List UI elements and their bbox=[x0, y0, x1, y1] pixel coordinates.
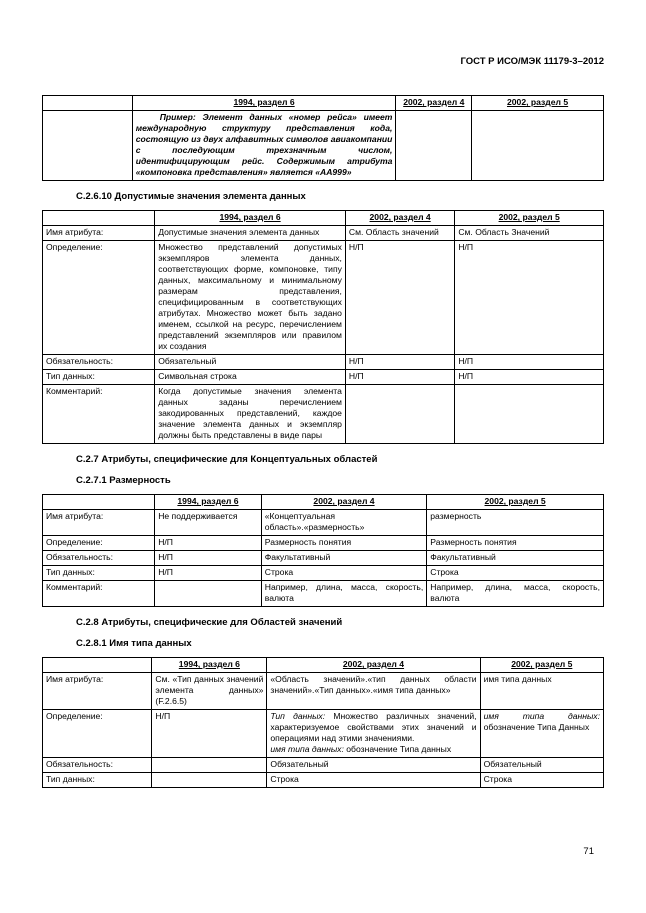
column-header bbox=[427, 495, 604, 510]
table-row bbox=[43, 355, 604, 370]
row-label-cell: Определение: bbox=[43, 536, 155, 551]
row-label-cell: Имя атрибута: bbox=[43, 510, 155, 536]
column-header bbox=[152, 658, 267, 673]
table-row bbox=[43, 111, 604, 181]
column-header-label: 2002, раздел 5 bbox=[506, 97, 569, 107]
column-header-label: 2002, раздел 5 bbox=[511, 659, 573, 669]
table-cell bbox=[472, 111, 604, 181]
row-label-cell: Имя атрибута: bbox=[43, 673, 152, 710]
row-label-cell: Тип данных: bbox=[43, 566, 155, 581]
heading-c2-8-1: С.2.8.1 Имя типа данных bbox=[76, 638, 192, 649]
table-row bbox=[43, 673, 604, 710]
row-label-cell bbox=[43, 111, 133, 181]
table-cell: Н/П bbox=[345, 370, 454, 385]
table-cell: размерность bbox=[427, 510, 604, 536]
table-cell: Факультативный bbox=[427, 551, 604, 566]
continuation-example-table bbox=[42, 95, 604, 181]
column-header-label: 2002, раздел 5 bbox=[484, 496, 546, 506]
table-cell: Строка bbox=[480, 773, 603, 788]
table-header-row bbox=[43, 495, 604, 510]
column-header-label: 1994, раздел 6 bbox=[233, 97, 295, 107]
table-cell bbox=[155, 581, 262, 607]
row-label-cell: Комментарий: bbox=[43, 581, 155, 607]
column-header-empty bbox=[43, 211, 155, 226]
table-cell: имя типа данных bbox=[480, 673, 603, 710]
table-row bbox=[43, 241, 604, 355]
table-cell bbox=[455, 385, 604, 444]
table-c2-7-1 bbox=[42, 494, 604, 607]
heading-c2-7-1: С.2.7.1 Размерность bbox=[76, 475, 171, 486]
table-cell: Допустимые значения элемента данных bbox=[155, 226, 346, 241]
table-row bbox=[43, 370, 604, 385]
table-cell: Н/П bbox=[155, 551, 262, 566]
table-row bbox=[43, 551, 604, 566]
column-header-label: 1994, раздел 6 bbox=[219, 212, 281, 222]
column-header bbox=[396, 96, 472, 111]
table-cell: Строка bbox=[261, 566, 426, 581]
table-cell: Н/П bbox=[345, 355, 454, 370]
table-c2-7-1-razmernost bbox=[42, 494, 604, 607]
table-c2-8-1-imya-tipa-dannyh bbox=[42, 657, 604, 788]
table-cell: Обязательный bbox=[155, 355, 346, 370]
heading-c2-6-10: С.2.6.10 Допустимые значения элемента данных bbox=[76, 191, 306, 202]
column-header-label: 2002, раздел 4 bbox=[313, 496, 375, 506]
table-cell: Н/П bbox=[155, 566, 262, 581]
table-cell: Н/П bbox=[345, 241, 454, 355]
text-segment: имя типа данных: bbox=[483, 711, 600, 721]
column-header bbox=[345, 211, 454, 226]
table-cell: Когда допустимые значения элемента данных заданы перечислением закодированных представлений, каждое значение элемента данных и экземпляр должны быть представлены в виде пары bbox=[155, 385, 346, 444]
continuation-example-table bbox=[42, 95, 604, 181]
table-cell bbox=[152, 773, 267, 788]
table-cell: Факультативный bbox=[261, 551, 426, 566]
text-segment: Множество различных значений, характеризуемое свойствами этих значений и операциями над этими значениями. bbox=[270, 711, 477, 743]
row-label-cell: Тип данных: bbox=[43, 773, 152, 788]
column-header bbox=[480, 658, 603, 673]
document-header-title: ГОСТ Р ИСО/МЭК 11179-3–2012 bbox=[460, 56, 604, 67]
text-segment: обозначение Типа данных bbox=[343, 744, 452, 754]
table-cell: Например, длина, масса, скорость, валюта bbox=[427, 581, 604, 607]
column-header-label: 2002, раздел 5 bbox=[498, 212, 560, 222]
table-cell: «Область значений».«тип данных области значений».«Тип данных».«имя типа данных» bbox=[267, 673, 480, 710]
table-cell: Строка bbox=[427, 566, 604, 581]
table-cell: Символьная строка bbox=[155, 370, 346, 385]
text-segment: имя типа данных: bbox=[270, 744, 344, 754]
table-header-row bbox=[43, 658, 604, 673]
table-cell: Н/П bbox=[455, 241, 604, 355]
row-label-cell: Определение: bbox=[43, 710, 152, 758]
table-c2-8-1 bbox=[42, 657, 604, 788]
row-label-cell: Обязательность: bbox=[43, 355, 155, 370]
column-header bbox=[155, 211, 346, 226]
table-cell: Размерность понятия bbox=[427, 536, 604, 551]
table-cell bbox=[152, 758, 267, 773]
table-cell: Размерность понятия bbox=[261, 536, 426, 551]
table-cell: Обязательный bbox=[480, 758, 603, 773]
row-label-cell: Тип данных: bbox=[43, 370, 155, 385]
table-c2-6-10-dopustimye-znacheniya bbox=[42, 210, 604, 444]
table-c2-6-10 bbox=[42, 210, 604, 444]
table-cell: «Концептуальная область».«размерность» bbox=[261, 510, 426, 536]
table-cell: Множество представлений допустимых экземпляров элемента данных, соответствующих форме, компоновке, типу данных, максимальному и минимальному размерам представления, специфицированным в соответствующих атрибутах. Множество может быть задано именем, ссылкой на ресурс, перечислением представлений экземпляров или правилом их создания bbox=[155, 241, 346, 355]
table-cell: Не поддерживается bbox=[155, 510, 262, 536]
table-cell: См. Область Значений bbox=[455, 226, 604, 241]
table-cell bbox=[267, 710, 480, 758]
table-row bbox=[43, 710, 604, 758]
table-header-row bbox=[43, 96, 604, 111]
text-segment: обозначение Типа Данных bbox=[483, 722, 590, 732]
table-cell: Н/П bbox=[152, 710, 267, 758]
table-cell: Строка bbox=[267, 773, 480, 788]
column-header-label: 2002, раздел 4 bbox=[342, 659, 405, 669]
column-header-empty bbox=[43, 495, 155, 510]
table-header-row bbox=[43, 211, 604, 226]
table-cell bbox=[345, 385, 454, 444]
page-number: 71 bbox=[583, 846, 594, 857]
table-row bbox=[43, 536, 604, 551]
row-label-cell: Комментарий: bbox=[43, 385, 155, 444]
table-cell: См. «Тип данных значений элемента данных» (F.2.6.5) bbox=[152, 673, 267, 710]
table-row bbox=[43, 566, 604, 581]
row-label-cell: Имя атрибута: bbox=[43, 226, 155, 241]
column-header bbox=[261, 495, 426, 510]
table-cell: Например, длина, масса, скорость, валюта bbox=[261, 581, 426, 607]
heading-c2-8: С.2.8 Атрибуты, специфические для Областей значений bbox=[76, 617, 343, 628]
column-header-label: 2002, раздел 4 bbox=[369, 212, 431, 222]
row-label-cell: Обязательность: bbox=[43, 758, 152, 773]
text-segment: Тип данных: bbox=[270, 711, 326, 721]
table-row bbox=[43, 510, 604, 536]
column-header bbox=[455, 211, 604, 226]
table-row bbox=[43, 385, 604, 444]
table-row bbox=[43, 581, 604, 607]
column-header-label: 1994, раздел 6 bbox=[178, 659, 240, 669]
table-cell: Обязательный bbox=[267, 758, 480, 773]
column-header bbox=[155, 495, 262, 510]
table-row bbox=[43, 758, 604, 773]
table-cell bbox=[396, 111, 472, 181]
column-header-empty bbox=[43, 96, 133, 111]
column-header-label: 1994, раздел 6 bbox=[177, 496, 239, 506]
table-cell: Пример: Элемент данных «номер рейса» имеет международную структуру представления кода, состоящую из двух алфавитных символов авиакомпании с последующим трехзначным числом, идентифицирующим рейс. Содержимым атрибута «компоновка представления» является «АА999» bbox=[132, 111, 396, 181]
column-header-empty bbox=[43, 658, 152, 673]
column-header bbox=[267, 658, 480, 673]
table-cell: См. Область значений bbox=[345, 226, 454, 241]
table-cell: Н/П bbox=[455, 355, 604, 370]
row-label-cell: Определение: bbox=[43, 241, 155, 355]
column-header-label: 2002, раздел 4 bbox=[403, 97, 465, 107]
column-header bbox=[132, 96, 396, 111]
table-cell: Н/П bbox=[155, 536, 262, 551]
table-row bbox=[43, 226, 604, 241]
row-label-cell: Обязательность: bbox=[43, 551, 155, 566]
table-cell bbox=[480, 710, 603, 758]
table-row bbox=[43, 773, 604, 788]
column-header bbox=[472, 96, 604, 111]
heading-c2-7: С.2.7 Атрибуты, специфические для Концептуальных областей bbox=[76, 454, 378, 465]
table-cell: Н/П bbox=[455, 370, 604, 385]
